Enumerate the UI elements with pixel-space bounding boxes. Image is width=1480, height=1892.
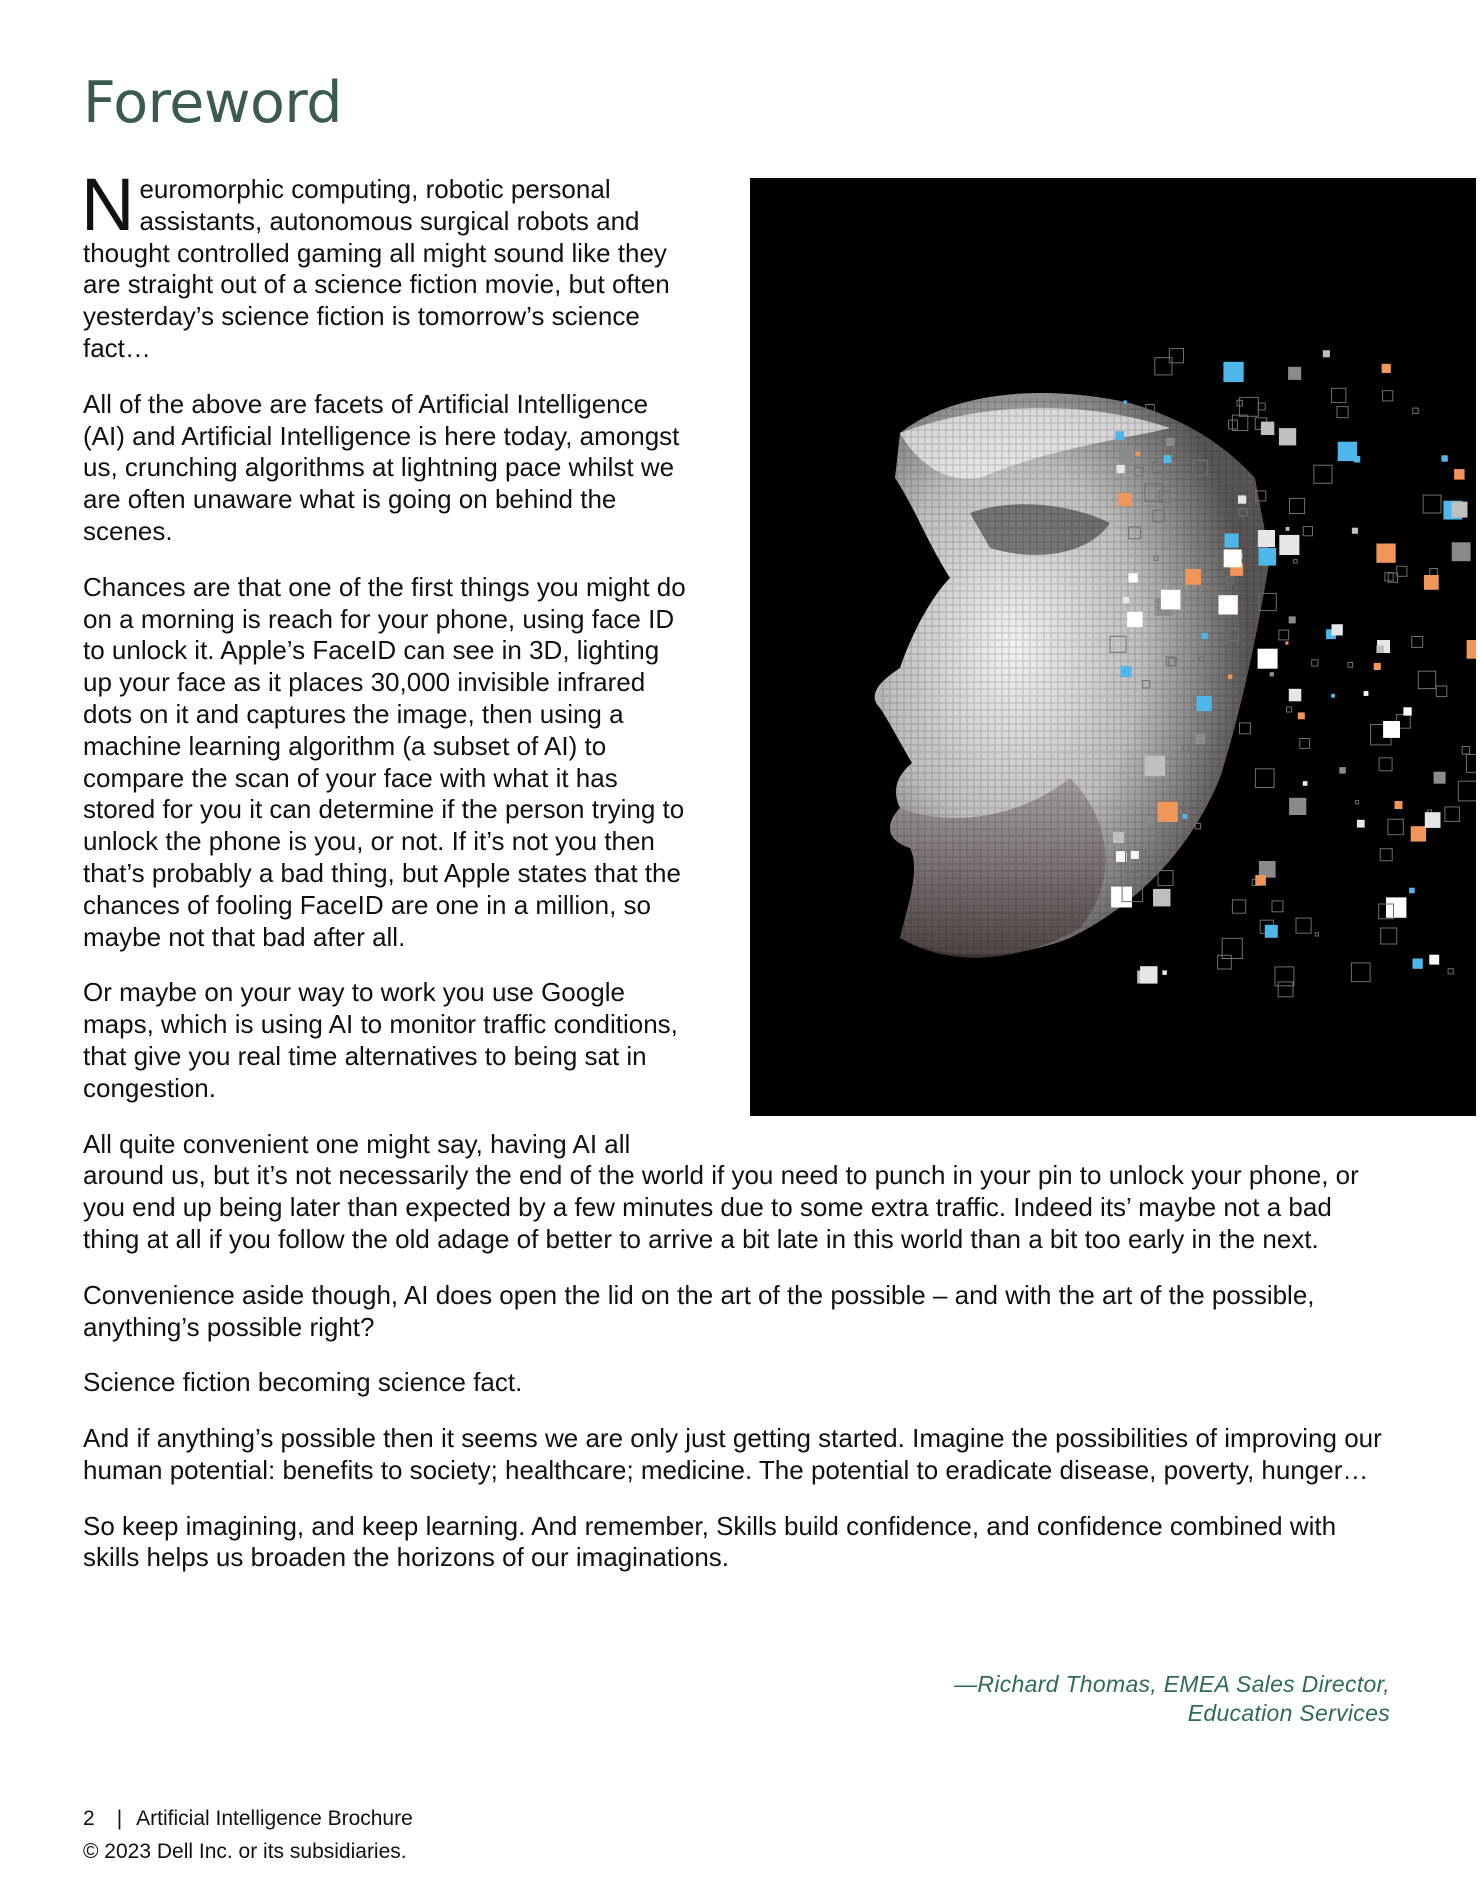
- voxel-particle: [1224, 549, 1242, 567]
- voxel-particle: [1161, 590, 1181, 610]
- voxel-particle: [1331, 694, 1335, 698]
- voxel-particle: [1185, 569, 1201, 585]
- voxel-particle: [1131, 851, 1139, 859]
- voxel-particle: [1270, 672, 1274, 676]
- voxel-particle: [1258, 649, 1278, 669]
- voxel-particle: [1279, 428, 1296, 445]
- paragraph-5: All quite convenient one might say, having AI all around us, but it’s not necessarily the end of the world if you need to punch in your pin to unlock your phone, or you end up being later than expected by a few minutes due to some extra traffic. Indeed its’ maybe not a bad thing at all if you follow the old adage of better to arrive a bit late in this world than a bit too early in the next.: [83, 1128, 1359, 1254]
- voxel-particle: [1261, 422, 1274, 435]
- voxel-particle: [1434, 772, 1446, 784]
- voxel-particle: [1285, 642, 1288, 645]
- voxel-particle: [1452, 542, 1471, 561]
- voxel-particle: [1158, 802, 1178, 822]
- voxel-particle: [1339, 767, 1346, 774]
- voxel-particle: [1117, 465, 1125, 473]
- document-title: Artificial Intelligence Brochure: [136, 1807, 413, 1830]
- voxel-particle: [1386, 897, 1406, 917]
- voxel-particle: [1409, 888, 1415, 894]
- author-signature: [954, 1670, 1390, 1728]
- voxel-particle: [1238, 495, 1246, 503]
- voxel-particle: [1140, 966, 1157, 983]
- paragraph-7: Science fiction becoming science fact.: [83, 1367, 523, 1398]
- voxel-particle: [1162, 970, 1167, 975]
- signature-line-2: Education Services: [1187, 1700, 1390, 1726]
- voxel-particle: [1119, 447, 1135, 463]
- voxel-particle: [1145, 816, 1153, 824]
- paragraph-1-text: euromorphic computing, robotic personal assistants, autonomous surgical robots and thought controlled gaming all might sound like they are straight out of a science fiction movie, but often yesterday’s science fiction is tomorrow’s science fact…: [83, 174, 670, 363]
- voxel-particle: [1128, 573, 1137, 582]
- voxel-particle: [1332, 624, 1343, 635]
- voxel-particle: [1113, 832, 1124, 843]
- voxel-particle: [1374, 663, 1381, 670]
- voxel-particle: [1202, 633, 1208, 639]
- voxel-particle: [1115, 431, 1124, 440]
- voxel-particle: [1135, 451, 1140, 456]
- voxel-particle: [1382, 364, 1391, 373]
- voxel-particle: [1228, 675, 1232, 679]
- voxel-particle: [1255, 875, 1266, 886]
- voxel-particle: [1424, 575, 1439, 590]
- voxel-particle: [1225, 534, 1239, 548]
- voxel-particle: [1197, 696, 1212, 711]
- signature-line-1: —Richard Thomas, EMEA Sales Director,: [954, 1671, 1390, 1697]
- voxel-particle: [1467, 640, 1476, 659]
- paragraph-8: And if anything’s possible then it seems we are only just getting started. Imagine the possibilities of improving our human potential: benefits to society; healthcare; medicine. The potential to eradicate disease, poverty, hunger…: [83, 1423, 1382, 1485]
- voxel-particle: [1124, 400, 1127, 403]
- voxel-face-illustration: [750, 178, 1476, 1116]
- voxel-particle: [1298, 712, 1305, 719]
- voxel-particle: [1195, 734, 1205, 744]
- voxel-particle: [1288, 367, 1301, 380]
- voxel-particle: [1352, 528, 1358, 534]
- copyright-notice: © 2023 Dell Inc. or its subsidiaries.: [83, 1840, 407, 1863]
- voxel-particle: [1153, 889, 1171, 907]
- drop-cap: N: [81, 163, 135, 246]
- footer-separator: |: [116, 1807, 123, 1830]
- page-number: 2: [83, 1807, 95, 1830]
- voxel-particle: [1413, 959, 1423, 969]
- voxel-particle: [1118, 493, 1131, 506]
- voxel-particle: [1454, 469, 1465, 480]
- voxel-particle: [1452, 502, 1468, 518]
- voxel-particle: [1357, 820, 1365, 828]
- paragraph-6: Convenience aside though, AI does open the lid on the art of the possible – and with the art of the possible, anything’s possible right?: [83, 1279, 1315, 1342]
- voxel-particle: [1279, 535, 1299, 555]
- paragraph-3: Chances are that one of the first things you might do on a morning is reach for your phone, using face ID to unlock it. Apple’s FaceID can see in 3D, lighting up your face as it places 30,000 invisible infrared dots on it and captures the image, then using a machine learning algorithm (a subset of AI) to compare the scan of your face with what it has stored for you it can determine if the person trying to unlock the phone is you, or not. If it’s not you then that’s probably a bad thing, but Apple states that the chances of fooling FaceID are one in a million, so maybe not that bad after all.: [83, 571, 686, 952]
- footer-line-1: [83, 1802, 413, 1835]
- voxel-face-image: [750, 178, 1476, 1116]
- voxel-particle: [1323, 350, 1330, 357]
- paragraph-2: All of the above are facets of Artificial Intelligence (AI) and Artificial Intelligence is here today, amongst us, crunching algorithms at lightning pace whilst we are often unaware what is going on behind the scenes.: [83, 388, 680, 546]
- paragraph-9: So keep imagining, and keep learning. And remember, Skills build confidence, and confidence combined with skills helps us broaden the horizons of our imaginations.: [83, 1510, 1337, 1573]
- page-title: Foreword: [83, 70, 342, 136]
- voxel-particle: [1166, 438, 1174, 446]
- voxel-particle: [1376, 646, 1384, 654]
- voxel-particle: [1259, 548, 1277, 566]
- voxel-particle: [1286, 527, 1290, 531]
- voxel-particle: [1120, 666, 1131, 677]
- voxel-particle: [1223, 362, 1243, 382]
- voxel-particle: [1127, 612, 1142, 627]
- voxel-particle: [1364, 691, 1369, 696]
- voxel-particle: [1441, 455, 1447, 461]
- voxel-particle: [1429, 955, 1439, 965]
- voxel-particle: [1123, 597, 1129, 603]
- voxel-particle: [1383, 721, 1400, 738]
- voxel-particle: [1265, 925, 1278, 938]
- voxel-particle: [1219, 595, 1238, 614]
- paragraph-4: Or maybe on your way to work you use Google maps, which is using AI to monitor traffic conditions, that give you real time alternatives to being sat in congestion.: [83, 977, 678, 1103]
- voxel-particle: [1289, 689, 1302, 702]
- voxel-particle: [1395, 801, 1403, 809]
- voxel-particle: [1145, 756, 1166, 777]
- page-footer: [83, 1802, 413, 1868]
- voxel-particle: [1403, 707, 1411, 715]
- voxel-particle: [1411, 826, 1426, 841]
- voxel-particle: [1289, 798, 1306, 815]
- voxel-particle: [1289, 616, 1296, 623]
- voxel-particle: [1425, 812, 1441, 828]
- voxel-particle: [1303, 781, 1308, 786]
- voxel-particle: [1338, 442, 1357, 461]
- voxel-particle: [1164, 455, 1172, 463]
- voxel-particle: [1111, 887, 1132, 908]
- voxel-particle: [1183, 814, 1188, 819]
- voxel-particle: [1376, 544, 1395, 563]
- voxel-particle: [1258, 530, 1275, 547]
- foreword-body: [81, 163, 1393, 1598]
- voxel-texture: [880, 398, 1280, 958]
